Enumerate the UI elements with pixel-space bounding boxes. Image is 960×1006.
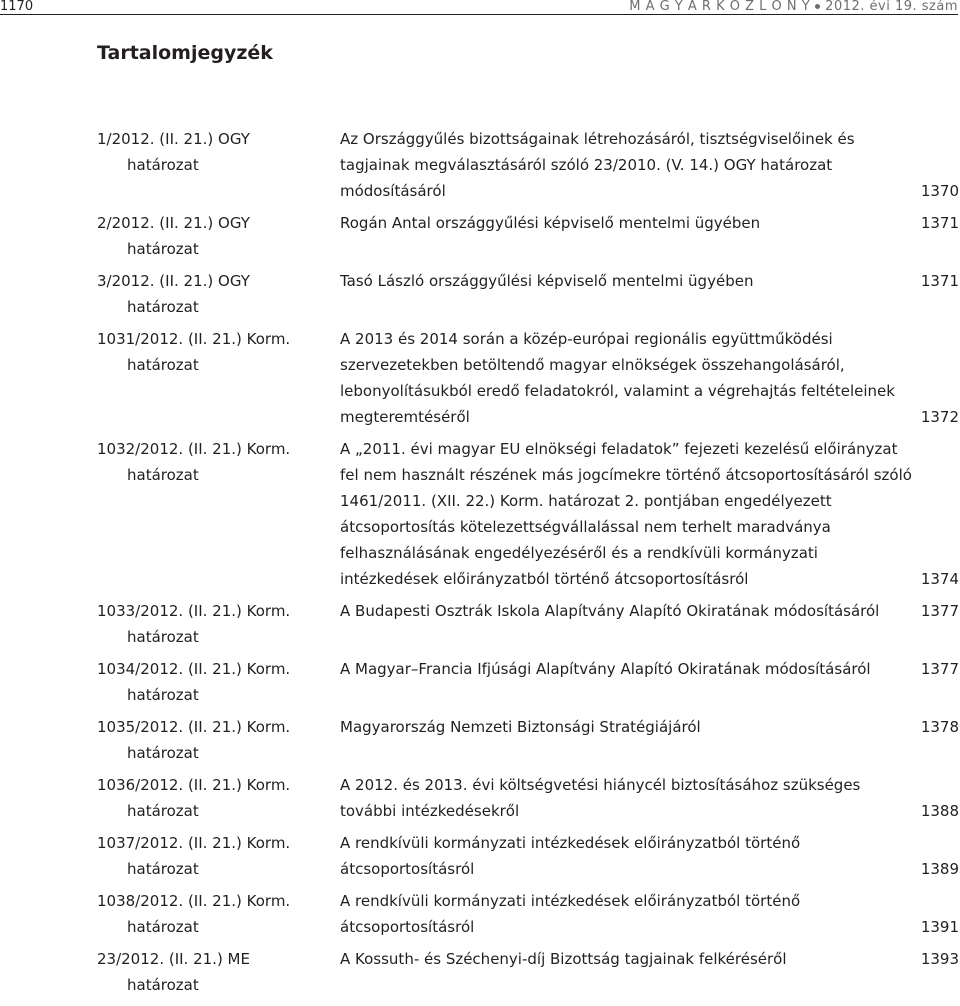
entry-page-number: 1391: [920, 918, 959, 936]
entry-page-number: 1389: [920, 860, 959, 878]
entry-title: Az Országgyűlés bizottságainak létrehozásáról, tisztségviselőinek és tagjainak megválasztásáról szóló 23/2010. (V. 14.) OGY határozat módosításáról: [340, 130, 855, 200]
entry-ref-kind: határozat: [127, 356, 199, 374]
entry-ref-kind: határozat: [127, 466, 199, 484]
entry-title: A „2011. évi magyar EU elnökségi feladatok” fejezeti kezelésű előirányzat fel nem használt részének más jogcímekre történő átcsoportosításáról szóló 1461/2011. (XII. 22.) Korm. határozat 2. pontjában engedélyezett átcsoportosítás kötelezettségvállalással nem terhelt maradványa felhasználásának engedélyezéséről és a rendkívüli kormányzati intézkedések előirányzatból történő átcsoportosításról: [340, 440, 912, 588]
entry-reference: [97, 268, 340, 320]
entry-reference: [97, 326, 340, 430]
entry-ref-kind: határozat: [127, 156, 199, 174]
entry-ref-kind: határozat: [127, 686, 199, 704]
table-of-contents: [97, 126, 959, 998]
entry-page-number: 1374: [920, 570, 959, 588]
page-header: [0, 0, 958, 15]
entry-ref-number: 1036/2012. (II. 21.) Korm.: [97, 776, 291, 794]
entry-title: Magyarország Nemzeti Biztonsági Stratégiájáról: [340, 718, 701, 736]
entry-reference: [97, 436, 340, 592]
toc-entry: [97, 714, 959, 766]
entry-title: A rendkívüli kormányzati intézkedések előirányzatból történő átcsoportosításról: [340, 834, 801, 878]
entry-reference: [97, 714, 340, 766]
entry-ref-kind: határozat: [127, 240, 199, 258]
entry-ref-number: 1035/2012. (II. 21.) Korm.: [97, 718, 291, 736]
page-number: 1170: [0, 0, 34, 14]
journal-info: [629, 0, 958, 13]
toc-entry: [97, 888, 959, 940]
entry-ref-number: 1032/2012. (II. 21.) Korm.: [97, 440, 291, 458]
entry-ref-number: 1031/2012. (II. 21.) Korm.: [97, 330, 291, 348]
entry-title: A Magyar–Francia Ifjúsági Alapítvány Alapító Okiratának módosításáról: [340, 660, 871, 678]
entry-reference: [97, 830, 340, 882]
entry-ref-kind: határozat: [127, 628, 199, 646]
entry-title: A rendkívüli kormányzati intézkedések előirányzatból történő átcsoportosításról: [340, 892, 801, 936]
entry-ref-number: 1038/2012. (II. 21.) Korm.: [97, 892, 291, 910]
entry-ref-number: 1034/2012. (II. 21.) Korm.: [97, 660, 291, 678]
entry-ref-number: 23/2012. (II. 21.) ME: [97, 950, 250, 968]
entry-page-number: 1388: [920, 802, 959, 820]
toc-entry: [97, 268, 959, 320]
toc-entry: [97, 326, 959, 430]
issue-label: 2012. évi 19. szám: [825, 0, 958, 14]
page-title: Tartalomjegyzék: [97, 42, 273, 64]
toc-entry: [97, 126, 959, 204]
entry-page-number: 1378: [920, 718, 959, 736]
entry-ref-kind: határozat: [127, 298, 199, 316]
entry-page-number: 1372: [920, 408, 959, 426]
entry-ref-number: 1037/2012. (II. 21.) Korm.: [97, 834, 291, 852]
toc-entry: [97, 436, 959, 592]
entry-page-number: 1377: [920, 602, 959, 620]
entry-ref-number: 1033/2012. (II. 21.) Korm.: [97, 602, 291, 620]
toc-entry: [97, 946, 959, 998]
toc-entry: [97, 598, 959, 650]
entry-page-number: 1371: [920, 214, 959, 232]
entry-title: Tasó László országgyűlési képviselő mentelmi ügyében: [340, 272, 754, 290]
entry-title: Rogán Antal országgyűlési képviselő mentelmi ügyében: [340, 214, 761, 232]
entry-ref-kind: határozat: [127, 918, 199, 936]
entry-reference: [97, 772, 340, 824]
entry-reference: [97, 946, 340, 998]
entry-ref-kind: határozat: [127, 860, 199, 878]
journal-name: M A G Y A R K Ö Z L Ö N Y: [629, 0, 811, 14]
separator-dot-icon: [815, 4, 820, 9]
toc-entry: [97, 772, 959, 824]
entry-reference: [97, 126, 340, 204]
entry-page-number: 1393: [920, 950, 959, 968]
entry-ref-number: 2/2012. (II. 21.) OGY: [97, 214, 250, 232]
entry-ref-number: 3/2012. (II. 21.) OGY: [97, 272, 250, 290]
entry-reference: [97, 656, 340, 708]
toc-entry: [97, 210, 959, 262]
entry-title: A Kossuth- és Széchenyi-díj Bizottság tagjainak felkéréséről: [340, 950, 787, 968]
entry-ref-number: 1/2012. (II. 21.) OGY: [97, 130, 250, 148]
entry-title: A Budapesti Osztrák Iskola Alapítvány Alapító Okiratának módosításáról: [340, 602, 880, 620]
entry-page-number: 1370: [920, 182, 959, 200]
entry-reference: [97, 598, 340, 650]
toc-entry: [97, 830, 959, 882]
entry-reference: [97, 210, 340, 262]
entry-title: A 2013 és 2014 során a közép-európai regionális együttműködési szervezetekben betöltendő magyar elnökségek összehangolásáról, lebonyolításukból eredő feladatokról, valamint a végrehajtás feltételeinek megteremtéséről: [340, 330, 895, 426]
toc-entry: [97, 656, 959, 708]
entry-page-number: 1377: [920, 660, 959, 678]
entry-title: A 2012. és 2013. évi költségvetési hiánycél biztosításához szükséges további intézkedésekről: [340, 776, 861, 820]
entry-page-number: 1371: [920, 272, 959, 290]
entry-ref-kind: határozat: [127, 976, 199, 994]
entry-ref-kind: határozat: [127, 744, 199, 762]
entry-reference: [97, 888, 340, 940]
entry-ref-kind: határozat: [127, 802, 199, 820]
